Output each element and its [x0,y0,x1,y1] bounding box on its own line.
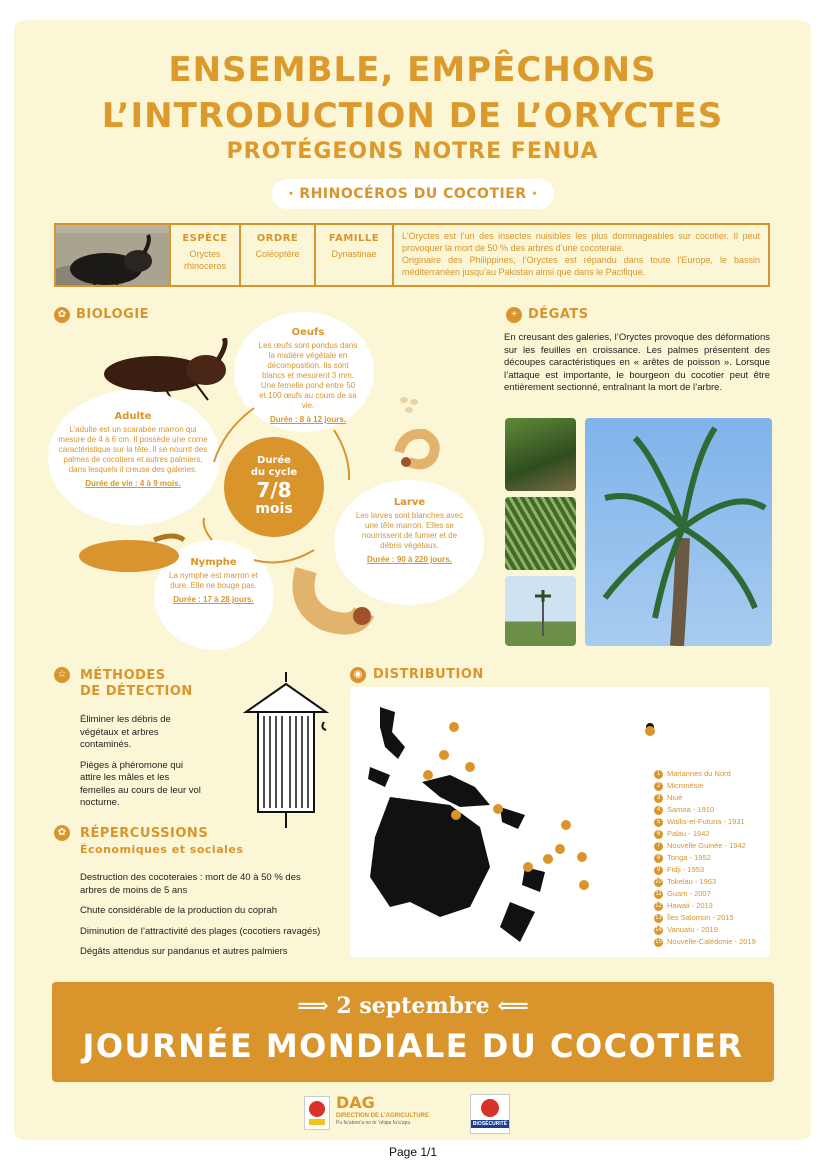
pheromone-trap-illustration [236,672,336,832]
cycle-label-2: du cycle [250,467,298,478]
legend-row: 8 Tonga - 1952 [654,852,756,864]
adulte-text-block [58,412,208,489]
repercussions-item: Chute considérable de la production du coprah [80,905,277,916]
nymphe-text: La nymphe est marron et dure. Elle ne bouge pas. [169,571,258,590]
star-icon: ☆ [54,667,70,683]
detection-title-1: MÉTHODES [80,668,166,683]
headline-line-1: ENSEMBLE, EMPÊCHONS [168,50,657,90]
headline-line-2: L’INTRODUCTION DE L’ORYCTES [101,96,724,136]
dead-palms-photo [505,576,576,646]
oeufs-title: Oeufs [291,327,325,338]
dna-icon: ✿ [54,825,70,841]
cycle-label-1: Durée [257,455,291,466]
repercussions-title: RÉPERCUSSIONS [80,826,209,841]
eggs-and-larva-illustration [384,392,444,482]
repercussions-item: Destruction des cocoteraies : mort de 40 à 50 % des arbres de moins de 5 ans [80,872,301,896]
espece-heading: ESPÈCE [182,233,228,244]
page-number: Page 1/1 [388,1145,438,1159]
legend-row: 9 Fidji - 1953 [654,864,756,876]
espece-value: Oryctes rhinoceros [183,249,227,271]
espece-cell [171,225,241,285]
pupa-illustration [74,530,189,580]
banner-title: JOURNÉE MONDIALE DU COCOTIER [82,1027,744,1065]
double-arrow-icon: ⟹ [297,993,337,1019]
legend-row: 12 Hawaii - 2013 [655,901,713,910]
legend-row: 11 Guam - 2007 [655,889,711,898]
species-description [394,225,768,285]
species-description-2: Originaire des Philippines, l’Oryctes est répandu dans toute l’Europe, le bassin méditerranéen jusqu’au Pakistan ainsi que dans le Pacifique. [402,255,760,277]
legend-row: 10 Tokelau - 1963 [655,877,717,886]
adulte-text: L’adulte est un scarabée marron qui mesure de 4 à 6 cm. Il possède une corne caractéristique sur la tête. Il se nourrit des palmes de cocotiers et autres palmiers, dans lesquels il creuse des galeries. [58,425,208,474]
cycle-unit: mois [255,501,293,517]
detection-title-2: DE DÉTECTION [80,684,193,699]
ordre-heading: ORDRE [256,233,299,244]
larve-title: Larve [393,497,426,508]
legend-row: 13 Îles Salomon - 2015 [655,913,734,922]
repercussions-item: Dégâts attendus sur pandanus et autres palmiers [80,946,288,957]
legend-row: 4 Samoa - 1910 [654,804,756,816]
legend-row: 1 Mariannes du Nord [654,768,756,780]
repercussions-item: Diminution de l’attractivité des plages (cocotiers ravagés) [80,925,321,937]
distribution-legend [654,768,756,948]
oeufs-duration: Durée : 8 à 12 jours. [269,415,347,424]
biologie-title: BIOLOGIE [76,307,150,322]
plus-icon: + [506,307,522,323]
nymphe-title: Nymphe [190,557,237,568]
adulte-title: Adulte [114,411,152,422]
detection-list [80,714,206,818]
species-description-1: L’Oryctes est l’un des insectes nuisibles les plus dommageables sur cocotier. Il peut provoquer la mort de 50 % des arbres d’une cocoteraie. [402,231,760,253]
degats-title: DÉGATS [528,307,589,322]
repercussions-list [80,872,324,967]
species-common-name-pill: · RHINOCÉROS DU COCOTIER · [272,179,554,209]
legend-row: 5 Wallis-et-Futuna - 1931 [654,816,756,828]
detection-item: Pièges à phéromone qui attire les mâles et les femelles au cours de leur vol nocturne. [80,759,201,808]
distribution-title: DISTRIBUTION [373,667,484,682]
detection-item: Éliminer les débris de végétaux et arbres contaminés. [80,714,171,750]
cycle-value: 7/8 [256,478,292,502]
legend-row: 3 Niué [654,792,756,804]
larve-duration: Durée : 90 à 220 jours. [367,555,452,564]
legend-row: 6 Palau - 1942 [654,828,756,840]
repercussions-subtitle: Économiques et sociales [80,843,244,856]
beetle-photo [56,225,171,285]
dag-logo: DAG DIRECTION DE L’AGRICULTURE Pu fa’atere’a no te ’ohipa fa’a’apu [336,1093,429,1126]
palm-tree-photo [585,418,772,646]
world-coconut-day-banner [52,982,774,1082]
dna-icon: ✿ [54,307,70,323]
famille-cell [316,225,394,285]
logos-row [304,1092,544,1136]
species-info-box [54,223,770,287]
famille-heading: FAMILLE [328,233,380,244]
legend-row: 14 Vanuatu - 2019 [655,925,718,934]
double-arrow-icon: ⟸ [489,993,529,1019]
oeufs-text: Les œufs sont pondus dans la matière végétale en décomposition. Ils sont blancs et mesurent 3 mm. Une femelle pond entre 50 et 100 œufs au cours de sa vie. [258,341,358,410]
large-larva-illustration [286,550,376,640]
banner-date: ⟹ 2 septembre ⟸ [297,993,529,1019]
famille-value: Dynastinae [331,249,377,259]
larve-text: Les larves sont blanches avec une tête marron. Elles se nourrissent de fumier et de débris végétaux. [355,511,464,550]
biosecurite-logo: BIOSÉCURITÉ [470,1094,510,1134]
adulte-duration: Durée de vie : 4 à 9 mois. [85,479,181,488]
degats-text: En creusant des galeries, l’Oryctes provoque des déformations sur les feuilles en croissance. Les palmes présentent des découpes caractéristiques en « arêtes de poisson ». Lorsque l’attaque est importante, le bourgeon du cocotier peut être entièrement sectionné, entraînant la mort de l’arbre. [504,332,770,393]
legend-row: 2 Micronésie [654,780,756,792]
ordre-value: Coléoptère [255,249,300,259]
legend-row: 7 Nouvelle Guinée - 1942 [654,840,756,852]
ordre-cell [241,225,316,285]
nymphe-duration: Durée : 17 à 28 jours. [173,595,254,604]
damaged-frond-photo-1 [505,418,576,491]
damaged-frond-photo-2 [505,497,576,570]
headline-subtitle: PROTÉGEONS NOTRE FENUA [226,139,599,164]
cycle-duration-circle [224,437,324,537]
poster [14,20,811,1140]
location-pin-icon: ◉ [350,667,366,683]
legend-row: 15 Nouvelle-Calédonie - 2019 [655,937,756,946]
polynesia-emblem-logo [304,1096,330,1130]
